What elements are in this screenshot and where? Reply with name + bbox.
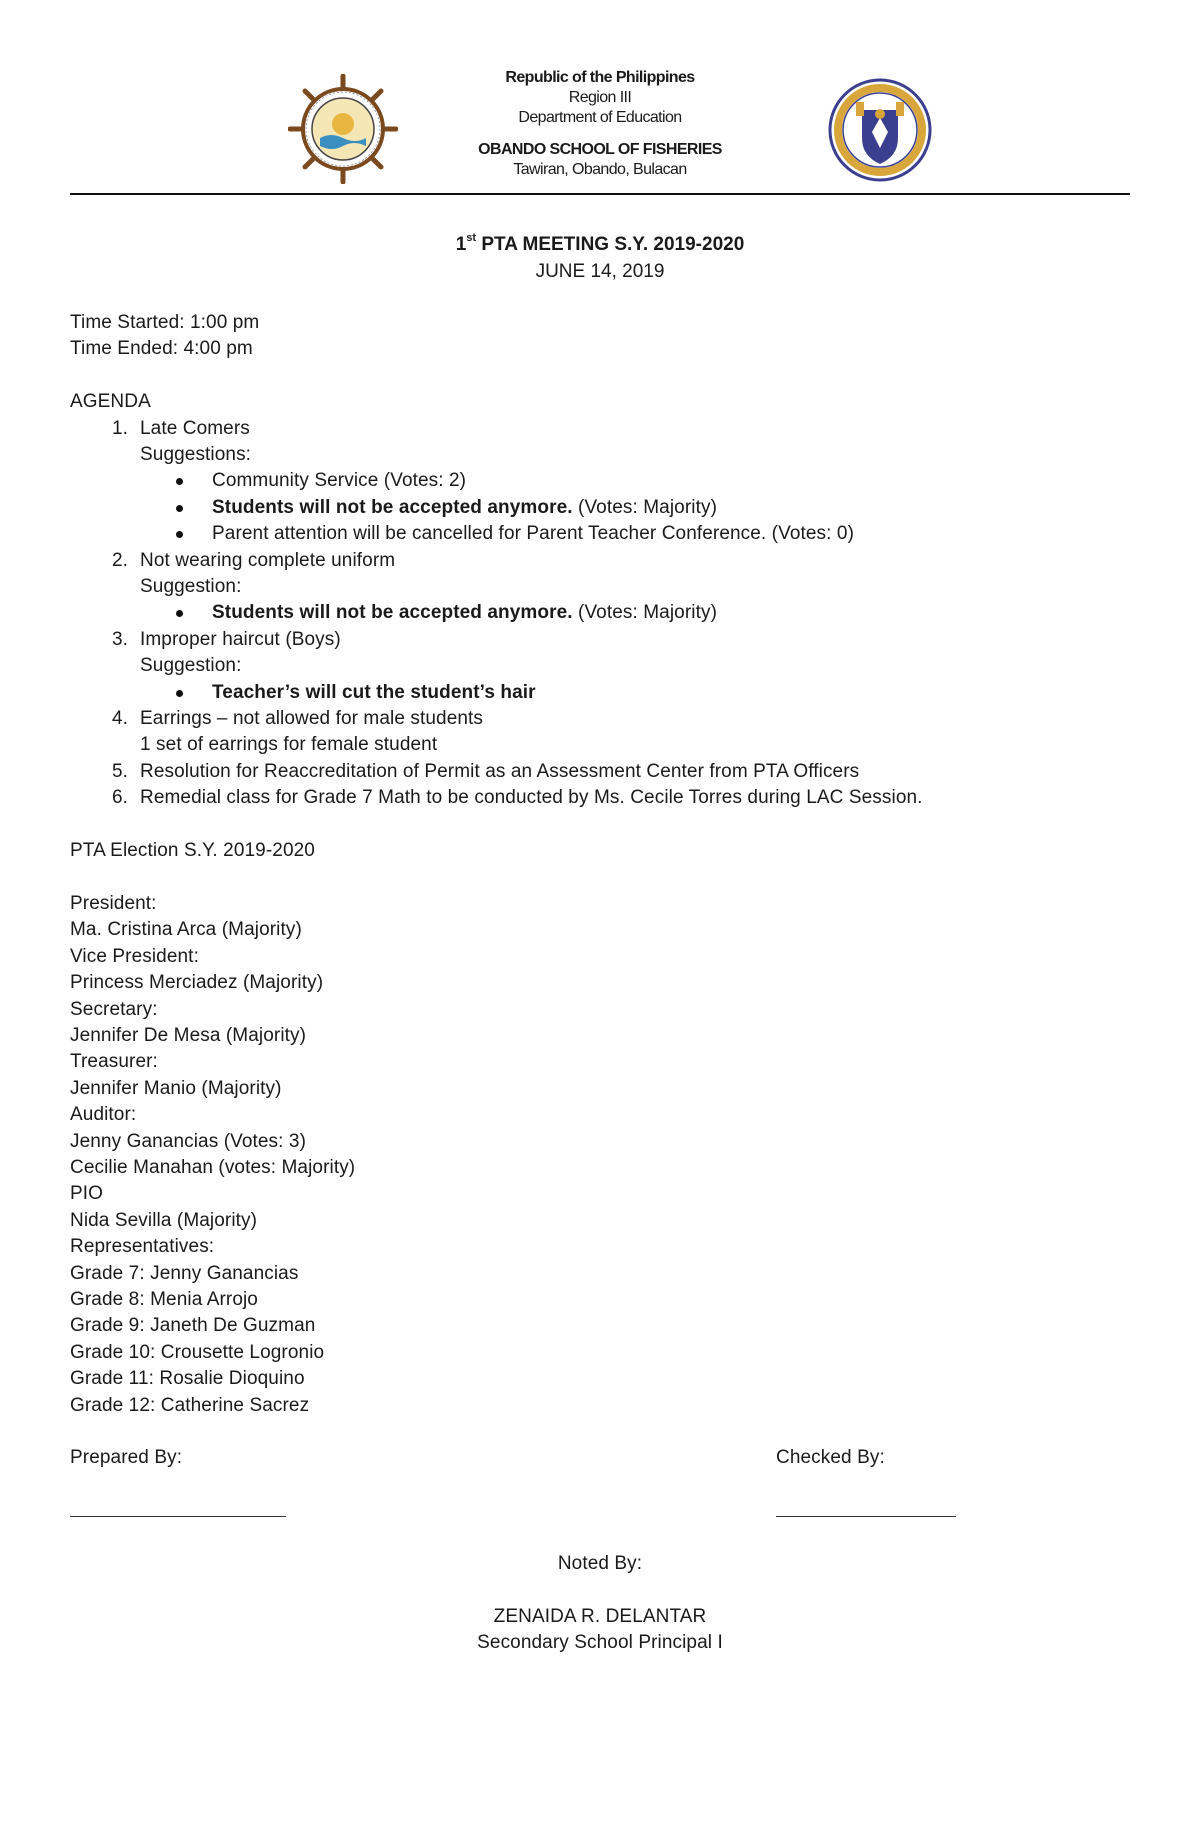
agenda-title: Remedial class for Grade 7 Math to be conducted by Ms. Cecile Torres during LAC Session. <box>140 787 923 809</box>
election-list <box>70 891 1130 1419</box>
list-item: Vice President: <box>70 945 199 967</box>
list-item: PIO <box>70 1183 104 1205</box>
signature-lines <box>70 1498 1130 1524</box>
checked-by-signature-line <box>776 1516 956 1517</box>
agenda-title: Earrings – not allowed for male students <box>140 708 484 730</box>
agenda-item-2 <box>70 548 1130 574</box>
letterhead-school: OBANDO SCHOOL OF FISHERIES <box>478 141 722 158</box>
title-ordinal-number: 1 <box>455 234 467 255</box>
agenda-title: Improper haircut (Boys) <box>140 628 341 650</box>
list-item: Treasurer: <box>70 1051 158 1073</box>
agenda-number: 4. <box>111 708 128 730</box>
noted-by-label: Noted By: <box>557 1552 643 1574</box>
bullet-icon <box>170 600 212 626</box>
agenda-sub: Suggestion: <box>140 655 242 677</box>
bullet-icon <box>170 495 212 521</box>
list-item: Grade 8: Menia Arrojo <box>70 1288 258 1310</box>
principal-title: Secondary School Principal I <box>477 1632 723 1654</box>
election-heading: PTA Election S.Y. 2019-2020 <box>70 840 315 862</box>
agenda-title: Resolution for Reaccreditation of Permit as an Assessment Center from PTA Officers <box>140 760 860 782</box>
list-item: Ma. Cristina Arca (Majority) <box>70 919 302 941</box>
bullet-icon <box>170 468 212 494</box>
agenda-number: 5. <box>111 760 128 782</box>
list-item: Princess Merciadez (Majority) <box>70 972 324 994</box>
agenda-title: Late Comers <box>140 417 250 439</box>
list-item: Secretary: <box>70 998 158 1020</box>
title-ordinal-suffix: st <box>466 232 477 244</box>
bullet-icon <box>170 680 212 706</box>
letterhead-department: Department of Education <box>518 109 682 126</box>
agenda-item-3 <box>70 627 1130 653</box>
list-item: Students will not be accepted anymore. (Votes: Majority) <box>70 600 1130 626</box>
list-item: Parent attention will be cancelled for Parent Teacher Conference. (Votes: 0) <box>70 521 1130 547</box>
letterhead <box>360 68 840 180</box>
list-item: Jenny Ganancias (Votes: 3) <box>70 1130 307 1152</box>
meeting-date: JUNE 14, 2019 <box>535 261 665 282</box>
list-item: Auditor: <box>70 1104 137 1126</box>
agenda-item-1 <box>70 416 1130 442</box>
list-item: Grade 7: Jenny Ganancias <box>70 1262 299 1284</box>
agenda-item-5 <box>70 759 1130 785</box>
agenda-item-6 <box>70 785 1130 811</box>
list-item: Cecilie Manahan (votes: Majority) <box>70 1156 356 1178</box>
time-started: Time Started: 1:00 pm <box>70 312 260 333</box>
list-item: Nida Sevilla (Majority) <box>70 1209 258 1231</box>
list-item: Grade 9: Janeth De Guzman <box>70 1315 316 1337</box>
agenda-heading: AGENDA <box>70 391 151 413</box>
letterhead-divider <box>70 193 1130 195</box>
agenda-sub: 1 set of earrings for female student <box>140 734 438 756</box>
list-item: Grade 10: Crousette Logronio <box>70 1341 325 1363</box>
agenda-number: 2. <box>111 549 128 571</box>
letterhead-country: Republic of the Philippines <box>505 69 695 86</box>
prepared-by-signature-line <box>70 1516 286 1517</box>
list-item: Grade 12: Catherine Sacrez <box>70 1394 310 1416</box>
agenda-number: 6. <box>111 787 128 809</box>
signature-labels <box>70 1445 1130 1471</box>
time-ended: Time Ended: 4:00 pm <box>70 338 253 360</box>
list-item: Jennifer De Mesa (Majority) <box>70 1024 307 1046</box>
agenda-item-4 <box>70 706 1130 732</box>
checked-by-label: Checked By: <box>776 1447 885 1469</box>
list-item: Grade 11: Rosalie Dioquino <box>70 1368 305 1390</box>
minutes-body <box>70 310 1130 1657</box>
principal-name: ZENAIDA R. DELANTAR <box>493 1605 707 1627</box>
bullet-icon <box>170 521 212 547</box>
deped-seal-icon <box>826 76 934 184</box>
list-item: President: <box>70 892 157 914</box>
list-item: Community Service (Votes: 2) <box>70 468 1130 494</box>
title-text: PTA MEETING S.Y. 2019-2020 <box>476 234 745 255</box>
list-item: Teacher’s will cut the student’s hair <box>70 680 1130 706</box>
agenda-title: Not wearing complete uniform <box>140 549 396 571</box>
list-item: Students will not be accepted anymore. (Votes: Majority) <box>70 495 1130 521</box>
agenda-number: 1. <box>111 417 128 439</box>
agenda-sub: Suggestion: <box>140 576 242 598</box>
agenda-number: 3. <box>111 628 128 650</box>
list-item: Jennifer Manio (Majority) <box>70 1077 282 1099</box>
prepared-by-label: Prepared By: <box>70 1447 183 1469</box>
letterhead-region: Region III <box>568 89 632 106</box>
agenda-sub: Suggestions: <box>140 444 252 466</box>
page-title <box>0 234 1200 256</box>
letterhead-address: Tawiran, Obando, Bulacan <box>513 161 687 178</box>
list-item: Representatives: <box>70 1236 215 1258</box>
